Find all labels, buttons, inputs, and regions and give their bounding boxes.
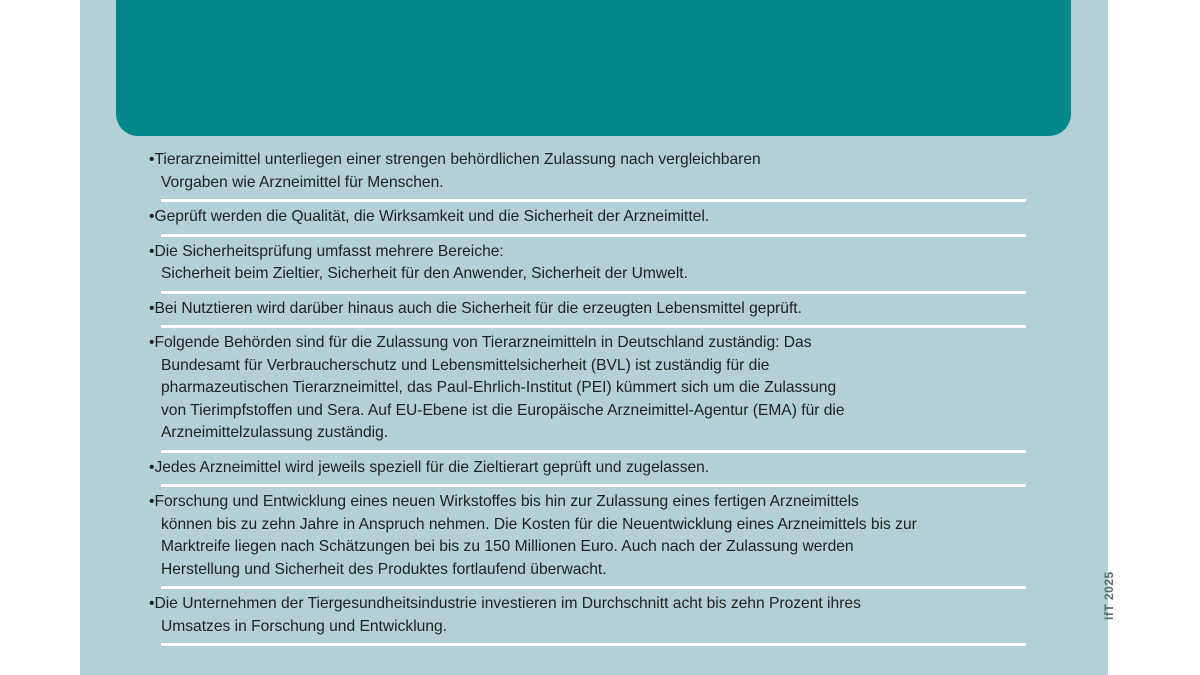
header-band (116, 0, 1071, 136)
divider-line (161, 586, 1026, 589)
list-item-text: •Tierarzneimittel unterliegen einer strengen behördlichen Zulassung nach vergleichbaren Vorgaben wie Arzneimittel für Menschen. (149, 151, 761, 191)
list-item-text: •Die Unternehmen der Tiergesundheitsindustrie investieren im Durchschnitt acht bis zehn Prozent ihres Umsatzes in Forschung und Entwicklung. (149, 595, 861, 635)
copyright-label: IfT 2025 (1102, 571, 1116, 620)
list-item (144, 331, 1044, 453)
divider-line (161, 643, 1026, 646)
list-item (144, 205, 1044, 237)
list-item-text: •Forschung und Entwicklung eines neuen Wirkstoffes bis hin zur Zulassung eines fertigen Arzneimittels können bis zu zehn Jahre in Anspruch nehmen. Die Kosten für die Neuentwicklung eines Arzneimittels bis zur Marktreife liegen nach Schätzungen bei bis zu 150 Millionen Euro. Auch nach der Zulassung werden Herstellung und Sicherheit des Produktes fortlaufend überwacht. (149, 493, 917, 578)
divider-line (161, 199, 1026, 202)
info-panel (80, 0, 1116, 675)
list-item (144, 592, 1044, 646)
divider-line (161, 291, 1026, 294)
list-item (144, 456, 1044, 488)
list-item (144, 297, 1044, 329)
divider-line (161, 234, 1026, 237)
list-item-text: •Folgende Behörden sind für die Zulassung von Tierarzneimitteln in Deutschland zuständig: Das Bundesamt für Verbraucherschutz und Lebensmittelsicherheit (BVL) ist zuständig für die pharmazeutischen Tierarzneimittel, das Paul-Ehrlich-Institut (PEI) kümmert sich um die Zulassung von Tierimpfstoffen und Sera. Auf EU-Ebene ist die Europäische Arzneimittel-Agentur (EMA) für die Arzneimittelzulassung zuständig. (149, 334, 845, 441)
divider-line (161, 325, 1026, 328)
list-item-text: •Jedes Arzneimittel wird jeweils speziell für die Zieltierart geprüft und zugelassen. (149, 458, 710, 476)
list-item (144, 148, 1044, 202)
divider-line (161, 484, 1026, 487)
list-item (144, 490, 1044, 589)
list-item-text: •Bei Nutztieren wird darüber hinaus auch die Sicherheit für die erzeugten Lebensmittel geprüft. (149, 299, 802, 317)
list-item (144, 240, 1044, 294)
list-item-text: •Geprüft werden die Qualität, die Wirksamkeit und die Sicherheit der Arzneimittel. (149, 208, 710, 225)
bullet-list (144, 148, 1044, 649)
list-item-text: •Die Sicherheitsprüfung umfasst mehrere Bereiche: Sicherheit beim Zieltier, Sicherheit für den Anwender, Sicherheit der Umwelt. (149, 242, 688, 282)
divider-line (161, 450, 1026, 453)
